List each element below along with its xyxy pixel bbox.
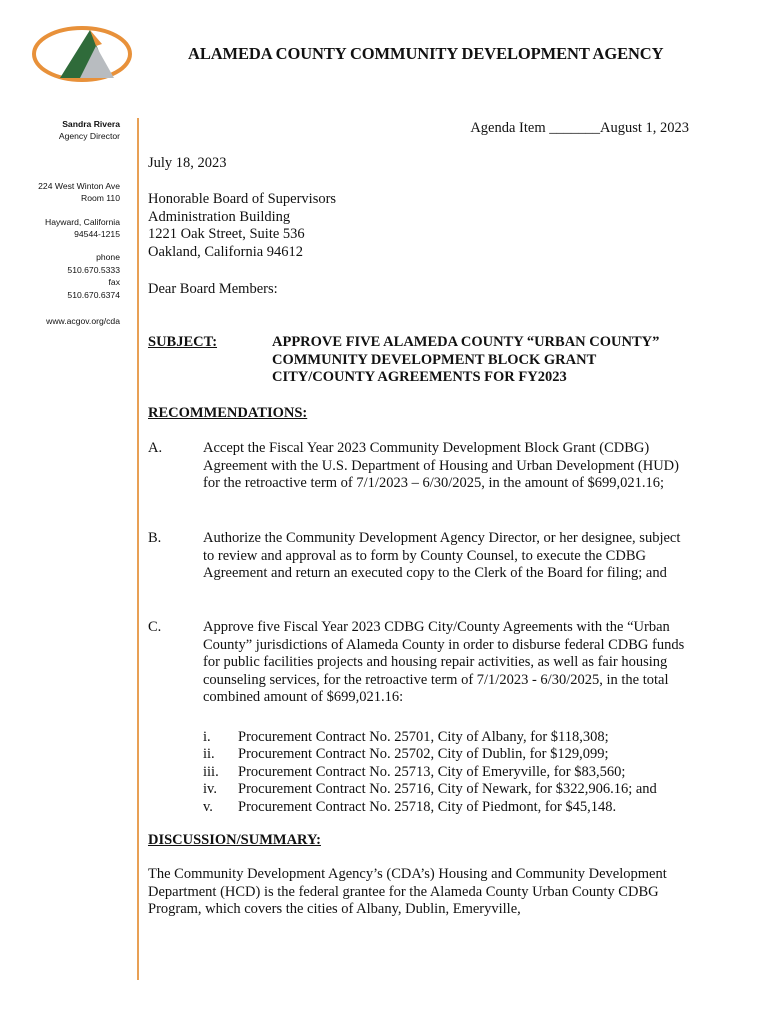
contract-number: i. <box>203 729 211 745</box>
contract-item <box>203 746 657 763</box>
recommendation-text: Authorize the Community Development Agency Director, or her designee, subject to review and approval as to form by County Counsel, to execute the CDBG Agreement and return an executed copy to the Clerk of the Board for filing; and <box>203 530 681 581</box>
contract-number: ii. <box>203 746 215 763</box>
contract-text: Procurement Contract No. 25718, City of Piedmont, for $45,148. <box>238 798 617 815</box>
phone-number: 510.670.5333 <box>67 264 120 275</box>
greeting: Dear Board Members: <box>148 281 278 297</box>
fax-number: 510.670.6374 <box>67 289 120 300</box>
contract-number: v. <box>203 798 213 815</box>
contract-text: Procurement Contract No. 25716, City of Newark, for $322,906.16; and <box>238 781 657 798</box>
subject-line: CITY/COUNTY AGREEMENTS FOR FY2023 <box>272 369 567 385</box>
recipient-line: Administration Building <box>148 208 291 225</box>
director-title: Agency Director <box>58 131 120 142</box>
recommendation-item <box>148 619 688 707</box>
recommendation-letter: A. <box>148 440 163 456</box>
subject-text <box>272 334 702 387</box>
contract-item <box>203 781 657 798</box>
sidebar-divider <box>137 118 139 980</box>
director-name: Sandra Rivera <box>62 119 120 129</box>
zip-line: 94544-1215 <box>74 229 120 240</box>
contract-list <box>203 729 657 816</box>
recommendation-item <box>148 530 688 583</box>
contract-number: iii. <box>203 763 219 780</box>
subject-line: COMMUNITY DEVELOPMENT BLOCK GRANT <box>272 351 597 368</box>
contract-text: Procurement Contract No. 25702, City of Dublin, for $129,099; <box>238 746 609 763</box>
contract-item <box>203 764 657 781</box>
agency-title: ALAMEDA COUNTY COMMUNITY DEVELOPMENT AGENCY <box>188 44 664 63</box>
recommendation-letter: B. <box>148 530 162 546</box>
contract-text: Procurement Contract No. 25701, City of Albany, for $118,308; <box>238 729 609 745</box>
recipient-line: 1221 Oak Street, Suite 536 <box>148 226 305 242</box>
contract-text: Procurement Contract No. 25713, City of Emeryville, for $83,560; <box>238 763 626 780</box>
contract-item <box>203 799 657 816</box>
phone-label: phone <box>96 252 120 263</box>
recommendation-text: Approve five Fiscal Year 2023 CDBG City/County Agreements with the “Urban County” jurisdictions of Alameda County in order to disburse federal CDBG funds for public facilities projects and housing repair activities, as well as fair housing counseling services, for the retroactive term of 7/1/2023 - 6/30/2025, in the total combined amount of $699,021.16: <box>203 619 685 705</box>
fax-label: fax <box>108 277 120 288</box>
recommendation-letter: C. <box>148 619 162 635</box>
agency-logo-icon <box>30 22 140 86</box>
recommendation-text: Accept the Fiscal Year 2023 Community Development Block Grant (CDBG) Agreement with the U.S. Department of Housing and Urban Development (HUD) for the retroactive term of 7/1/2023 – 6/30/2025, in the amount of $699,021.16; <box>203 440 679 491</box>
agenda-item: Agenda Item _______August 1, 2023 <box>470 120 689 136</box>
letter-date: July 18, 2023 <box>148 155 227 171</box>
subject-label: SUBJECT: <box>148 334 218 350</box>
discussion-text: The Community Development Agency’s (CDA’s) Housing and Community Development Department (HCD) is the federal grantee for the Alameda County Urban County CDBG Program, which covers the cities of Albany, Dublin, Emeryville, <box>148 866 667 917</box>
address-room: Room 110 <box>80 193 120 204</box>
city-line: Hayward, California <box>45 216 120 227</box>
recipient-line: Honorable Board of Supervisors <box>148 191 337 207</box>
recipient-line: Oakland, California 94612 <box>148 243 304 260</box>
agency-sidebar <box>0 118 120 338</box>
discussion-heading: DISCUSSION/SUMMARY: <box>148 832 321 848</box>
contract-item <box>203 729 657 746</box>
contract-number: iv. <box>203 781 217 798</box>
subject-line: APPROVE FIVE ALAMEDA COUNTY “URBAN COUNTY” <box>272 334 660 350</box>
address-line: 224 West Winton Ave <box>38 180 120 191</box>
recipient-address <box>148 191 336 261</box>
recommendation-item <box>148 440 688 493</box>
website-link[interactable]: www.acgov.org/cda <box>46 316 120 327</box>
recommendations-heading: RECOMMENDATIONS: <box>148 405 308 421</box>
